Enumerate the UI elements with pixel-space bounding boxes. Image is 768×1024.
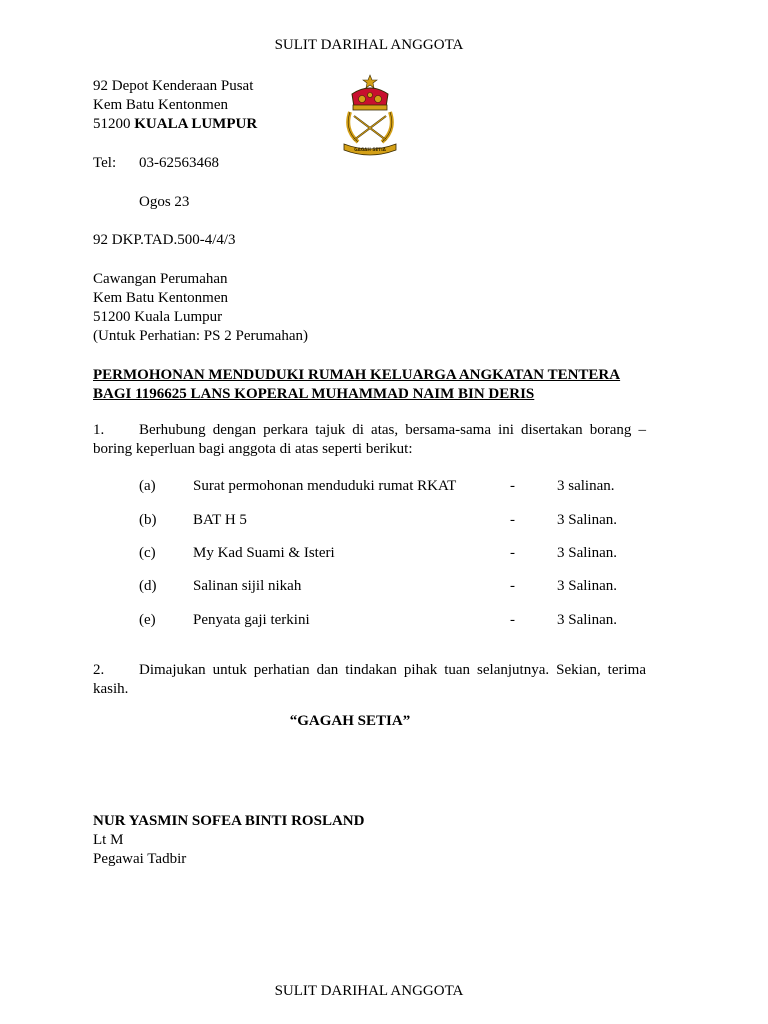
item-dash: - (510, 512, 515, 528)
sender-city: KUALA LUMPUR (134, 116, 258, 132)
para1-number: 1. (93, 422, 105, 438)
closing-motto: “GAGAH SETIA” (289, 713, 411, 729)
signatory-name: NUR YASMIN SOFEA BINTI ROSLAND (93, 813, 365, 829)
item-description: BAT H 5 (193, 512, 247, 528)
para2-line1: Dimajukan untuk perhatian dan tindakan pihak tuan selanjutnya. Sekian, terima (139, 662, 646, 678)
item-description: Penyata gaji terkini (193, 612, 310, 628)
list-item (139, 611, 659, 630)
recipient-address (93, 270, 308, 346)
subject-line2: BAGI 1196625 LANS KOPERAL MUHAMMAD NAIM BIN DERIS (93, 386, 535, 402)
recipient-line3: 51200 Kuala Lumpur (93, 309, 223, 325)
item-label: (a) (139, 478, 156, 494)
reference-number: 92 DKP.TAD.500-4/4/3 (93, 232, 236, 248)
item-label: (c) (139, 545, 156, 561)
letter-date: Ogos 23 (139, 194, 190, 210)
list-item (139, 511, 659, 530)
item-dash: - (510, 578, 515, 594)
crest-motto: GAGAH SETIA (354, 147, 386, 152)
list-item (139, 477, 659, 496)
sender-postcode: 51200 (93, 116, 131, 132)
recipient-line2: Kem Batu Kentonmen (93, 290, 228, 306)
recipient-line4: (Untuk Perhatian: PS 2 Perumahan) (93, 328, 308, 344)
item-quantity: 3 Salinan. (557, 578, 617, 594)
item-quantity: 3 Salinan. (557, 545, 617, 561)
sender-line3 (93, 115, 257, 134)
item-label: (e) (139, 612, 156, 628)
list-item (139, 577, 659, 596)
classification-header: SULIT DARIHAL ANGGOTA (274, 37, 464, 53)
signatory-rank: Lt M (93, 832, 124, 848)
paragraph-2 (93, 661, 646, 699)
para2-line2: kasih. (93, 681, 129, 697)
item-quantity: 3 Salinan. (557, 612, 617, 628)
item-description: Surat permohonan menduduki rumat RKAT (193, 478, 457, 494)
recipient-line1: Cawangan Perumahan (93, 271, 228, 287)
sender-tel: 03-62563468 (139, 155, 219, 171)
para2-number: 2. (93, 662, 105, 678)
item-dash: - (510, 612, 515, 628)
item-label: (b) (139, 512, 157, 528)
sender-address (93, 77, 257, 134)
subject (93, 366, 620, 404)
item-dash: - (510, 545, 515, 561)
subject-line1: PERMOHONAN MENDUDUKI RUMAH KELUARGA ANGKATAN TENTERA (93, 367, 621, 383)
signatory-block (93, 812, 364, 869)
item-description: My Kad Suami & Isteri (193, 545, 335, 561)
signatory-title: Pegawai Tadbir (93, 851, 187, 867)
sender-line2: Kem Batu Kentonmen (93, 97, 228, 113)
paragraph-1 (93, 421, 646, 459)
sender-tel-label: Tel: (93, 155, 117, 171)
item-quantity: 3 Salinan. (557, 512, 617, 528)
item-label: (d) (139, 578, 157, 594)
item-description: Salinan sijil nikah (193, 578, 302, 594)
para1-line2: boring keperluan bagi anggota di atas seperti berikut: (93, 441, 413, 457)
sender-line1: 92 Depot Kenderaan Pusat (93, 78, 254, 94)
para1-line1: Berhubung dengan perkara tajuk di atas, bersama-sama ini disertakan borang – (139, 422, 646, 438)
list-item (139, 544, 659, 563)
classification-footer: SULIT DARIHAL ANGGOTA (274, 983, 464, 999)
item-quantity: 3 salinan. (557, 478, 615, 494)
army-crest-icon (336, 74, 404, 156)
item-dash: - (510, 478, 515, 494)
